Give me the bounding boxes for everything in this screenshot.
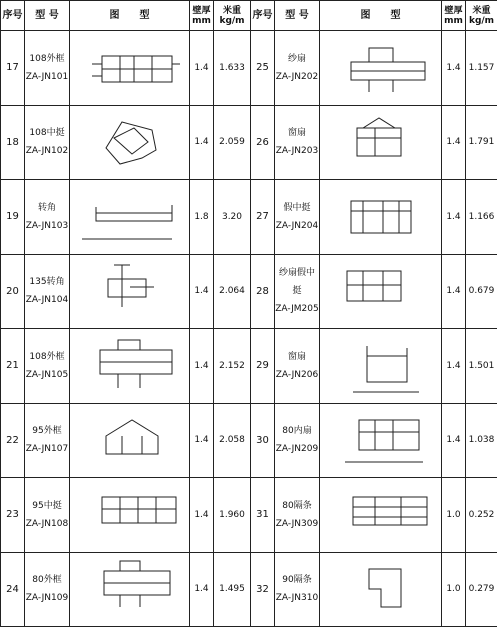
profile-section-figure — [323, 555, 439, 623]
profile-name: 假中挺 — [283, 203, 310, 213]
profile-drawing — [70, 403, 190, 478]
profile-weight: 1.633 — [214, 31, 251, 106]
profile-drawing — [320, 254, 442, 329]
profile-weight: 1.038 — [466, 403, 497, 478]
profile-weight: 2.152 — [214, 329, 251, 404]
profile-model — [275, 254, 320, 329]
profile-code: ZA-JN209 — [276, 444, 318, 454]
profile-section-figure — [323, 332, 439, 400]
header-thickness-2: 壁厚 mm — [442, 1, 466, 31]
profile-number: 32 — [251, 552, 275, 627]
profile-drawing — [70, 31, 190, 106]
table-row — [1, 329, 497, 404]
profile-thickness: 1.4 — [442, 105, 466, 180]
profile-code: ZA-JN101 — [26, 72, 68, 82]
profile-code: ZA-JN103 — [26, 221, 68, 231]
profile-section-figure — [72, 257, 188, 325]
profile-model — [25, 552, 70, 627]
profile-name: 135转角 — [29, 277, 64, 287]
profile-model — [25, 329, 70, 404]
profile-weight: 0.679 — [466, 254, 497, 329]
profile-number: 25 — [251, 31, 275, 106]
profile-code: ZA-JN109 — [26, 593, 68, 603]
profile-model — [275, 105, 320, 180]
profile-section-figure — [323, 257, 439, 325]
profile-model — [275, 552, 320, 627]
profile-number: 21 — [1, 329, 25, 404]
profile-code: ZA-JN202 — [276, 72, 318, 82]
header-figure-2: 图 型 — [320, 1, 442, 31]
profile-number: 28 — [251, 254, 275, 329]
profile-thickness: 1.4 — [442, 329, 466, 404]
profile-code: ZA-JN108 — [26, 519, 68, 529]
table-row — [1, 478, 497, 553]
profile-name: 80内扇 — [282, 426, 311, 436]
profile-thickness: 1.4 — [190, 254, 214, 329]
profile-weight: 1.157 — [466, 31, 497, 106]
profile-model — [25, 478, 70, 553]
profile-drawing — [320, 105, 442, 180]
profile-code: ZA-JN107 — [26, 444, 68, 454]
profile-number: 31 — [251, 478, 275, 553]
profile-model — [25, 254, 70, 329]
profile-number: 22 — [1, 403, 25, 478]
profile-code: ZA-JN102 — [26, 146, 68, 156]
table-row — [1, 403, 497, 478]
profile-weight: 2.064 — [214, 254, 251, 329]
profile-section-figure — [72, 555, 188, 623]
profile-name: 纱扇假中挺 — [279, 268, 315, 296]
profile-drawing — [320, 329, 442, 404]
profile-weight: 1.166 — [466, 180, 497, 255]
table-row — [1, 552, 497, 627]
profile-thickness: 1.4 — [190, 329, 214, 404]
profile-model — [275, 329, 320, 404]
profile-drawing — [320, 180, 442, 255]
header-model-2: 型 号 — [275, 1, 320, 31]
profile-code: ZA-JN203 — [276, 146, 318, 156]
profile-name: 95外框 — [32, 426, 61, 436]
profile-weight: 2.058 — [214, 403, 251, 478]
profile-model — [275, 403, 320, 478]
profile-thickness: 1.4 — [190, 478, 214, 553]
profile-drawing — [320, 31, 442, 106]
profile-name: 90隔条 — [282, 575, 311, 585]
profile-section-figure — [323, 183, 439, 251]
header-weight: 米重 kg/m — [214, 1, 251, 31]
header-thickness: 壁厚 mm — [190, 1, 214, 31]
profile-section-figure — [72, 34, 188, 102]
profile-number: 27 — [251, 180, 275, 255]
profile-code: ZA-JN104 — [26, 295, 68, 305]
profile-number: 30 — [251, 403, 275, 478]
profile-name: 窗扇 — [288, 352, 306, 362]
profile-number: 18 — [1, 105, 25, 180]
profile-section-figure — [323, 34, 439, 102]
profile-code: ZA-JM205 — [275, 304, 318, 314]
profile-thickness: 1.4 — [190, 403, 214, 478]
profile-drawing — [320, 403, 442, 478]
profile-drawing — [70, 254, 190, 329]
profile-code: ZA-JN105 — [26, 370, 68, 380]
profile-section-figure — [72, 183, 188, 251]
profile-section-figure — [323, 481, 439, 549]
profile-number: 17 — [1, 31, 25, 106]
profile-thickness: 1.4 — [190, 552, 214, 627]
table-row — [1, 180, 497, 255]
profile-section-figure — [323, 108, 439, 176]
profile-name: 窗扇 — [288, 128, 306, 138]
profile-model — [25, 105, 70, 180]
profile-name: 108中挺 — [29, 128, 64, 138]
profile-name: 80外框 — [32, 575, 61, 585]
profile-number: 20 — [1, 254, 25, 329]
profile-model — [25, 403, 70, 478]
profile-thickness: 1.4 — [190, 31, 214, 106]
profile-number: 26 — [251, 105, 275, 180]
profile-weight: 1.960 — [214, 478, 251, 553]
profile-weight: 1.495 — [214, 552, 251, 627]
profile-model — [275, 478, 320, 553]
header-row — [1, 1, 497, 31]
profile-name: 95中挺 — [32, 501, 61, 511]
header-figure: 图 型 — [70, 1, 190, 31]
profile-model — [275, 31, 320, 106]
profile-number: 24 — [1, 552, 25, 627]
profile-weight: 0.252 — [466, 478, 497, 553]
profile-thickness: 1.4 — [442, 31, 466, 106]
profile-number: 29 — [251, 329, 275, 404]
profile-drawing — [320, 478, 442, 553]
profile-drawing — [70, 180, 190, 255]
profile-section-figure — [72, 108, 188, 176]
profile-weight: 2.059 — [214, 105, 251, 180]
profile-name: 108外框 — [29, 352, 64, 362]
profile-name: 转角 — [38, 203, 56, 213]
profile-name: 纱扇 — [288, 54, 306, 64]
profile-drawing — [320, 552, 442, 627]
profile-drawing — [70, 105, 190, 180]
profile-weight: 3.20 — [214, 180, 251, 255]
profile-name: 80隔条 — [282, 501, 311, 511]
profile-weight: 1.501 — [466, 329, 497, 404]
profile-weight: 0.279 — [466, 552, 497, 627]
table-row — [1, 105, 497, 180]
table-row — [1, 254, 497, 329]
profile-code: ZA-JN206 — [276, 370, 318, 380]
profile-thickness: 1.4 — [190, 105, 214, 180]
profile-number: 23 — [1, 478, 25, 553]
profile-code: ZA-JN309 — [276, 519, 318, 529]
table-row — [1, 31, 497, 106]
profile-thickness: 1.4 — [442, 254, 466, 329]
profile-thickness: 1.0 — [442, 478, 466, 553]
profile-drawing — [70, 552, 190, 627]
header-model: 型 号 — [25, 1, 70, 31]
profile-weight: 1.791 — [466, 105, 497, 180]
header-index: 序号 — [1, 1, 25, 31]
profile-model — [275, 180, 320, 255]
profile-thickness: 1.4 — [442, 403, 466, 478]
profile-section-figure — [72, 481, 188, 549]
profile-section-figure — [72, 332, 188, 400]
profile-model — [25, 180, 70, 255]
profile-drawing — [70, 478, 190, 553]
profile-drawing — [70, 329, 190, 404]
header-index-2: 序号 — [251, 1, 275, 31]
profile-thickness: 1.4 — [442, 180, 466, 255]
profile-model — [25, 31, 70, 106]
profile-name: 108外框 — [29, 54, 64, 64]
profile-code: ZA-JN204 — [276, 221, 318, 231]
profile-thickness: 1.0 — [442, 552, 466, 627]
profile-section-figure — [323, 406, 439, 474]
profile-section-figure — [72, 406, 188, 474]
profile-code: ZA-JN310 — [276, 593, 318, 603]
header-weight-2: 米重 kg/m — [466, 1, 497, 31]
profile-number: 19 — [1, 180, 25, 255]
profile-thickness: 1.8 — [190, 180, 214, 255]
